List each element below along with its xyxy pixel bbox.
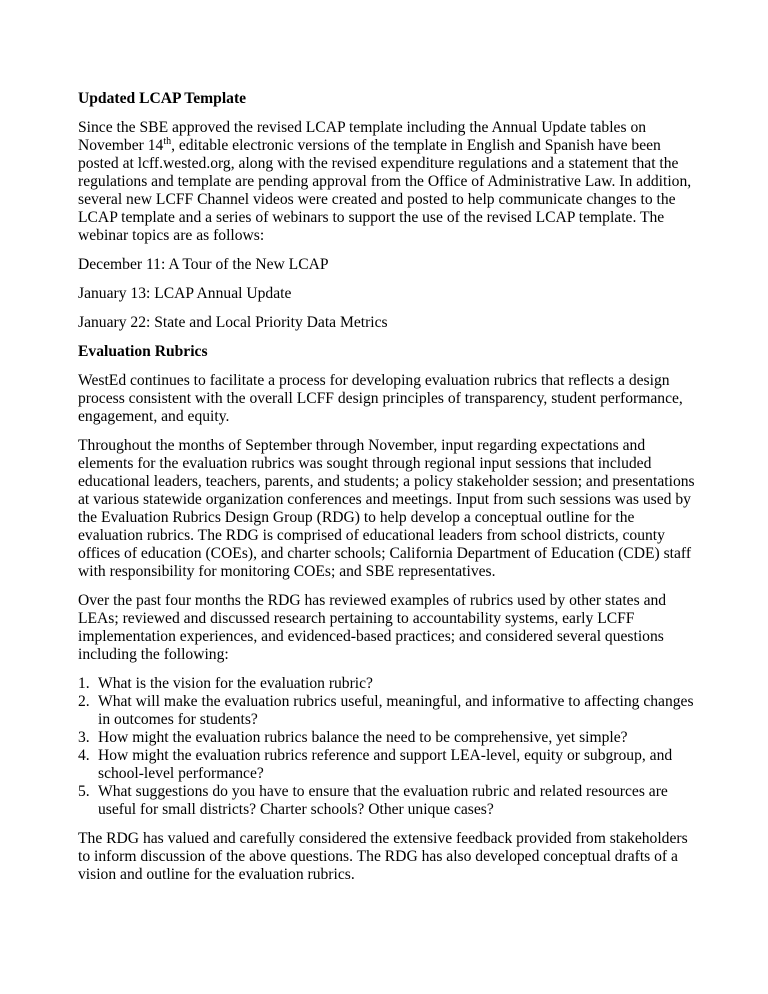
list-item [78,747,698,783]
list-item-number: 3. [78,729,90,746]
list-item-number: 2. [78,693,90,710]
list-item [78,729,698,747]
list-item-text: How might the evaluation rubrics reference and support LEA-level, equity or subgroup, and school-level performance? [98,747,673,782]
list-item-text: What suggestions do you have to ensure that the evaluation rubric and related resources are useful for small districts? Charter schools? Other unique cases? [98,783,668,818]
webinar-topic: December 11: A Tour of the New LCAP [78,256,329,273]
list-item-text: What will make the evaluation rubrics useful, meaningful, and informative to affecting changes in outcomes for students? [98,693,694,728]
list-item-number: 1. [78,675,90,692]
questions-list [78,675,698,819]
list-item [78,675,698,693]
list-item-text: How might the evaluation rubrics balance the need to be comprehensive, yet simple? [98,729,628,746]
section-heading-lcap: Updated LCAP Template [78,90,247,107]
ordinal-suffix: th [163,135,172,147]
list-item [78,783,698,819]
lcap-intro-paragraph [78,119,698,245]
webinar-topic: January 22: State and Local Priority Data Metrics [78,314,388,331]
section-heading-rubrics: Evaluation Rubrics [78,343,208,360]
rubrics-paragraph-2: Throughout the months of September through November, input regarding expectations and elements for the evaluation rubrics was sought through regional input sessions that included educational leaders, teachers, parents, and students; a policy stakeholder session; and presentations at various statewide organization conferences and meetings. Input from such sessions was used by the Evaluation Rubrics Design Group (RDG) to help develop a conceptual outline for the evaluation rubrics. The RDG is comprised of educational leaders from school districts, county offices of education (COEs), and charter schools; California Department of Education (CDE) staff with responsibility for monitoring COEs; and SBE representatives. [78,437,695,580]
rubrics-paragraph-1: WestEd continues to facilitate a process for developing evaluation rubrics that reflects a design process consistent with the overall LCFF design principles of transparency, student performance, engagement, and equity. [78,372,683,425]
list-item-number: 4. [78,747,90,764]
rubrics-paragraph-4: The RDG has valued and carefully considered the extensive feedback provided from stakeholders to inform discussion of the above questions. The RDG has also developed conceptual drafts of a vision and outline for the evaluation rubrics. [78,830,688,883]
list-item-number: 5. [78,783,90,800]
list-item [78,693,698,729]
lcap-intro-start: Since the SBE approved the revised LCAP template including the Annual Update tables on November 14 [78,119,647,154]
lcap-intro-rest: , editable electronic versions of the template in English and Spanish have been posted at lcff.wested.org, along with the revised expenditure regulations and a statement that the regulations and template are pending approval from the Office of Administrative Law. In addition, several new LCFF Channel videos were created and posted to help communicate changes to the LCAP template and a series of webinars to support the use of the revised LCAP template. The webinar topics are as follows: [78,137,692,244]
webinar-topic: January 13: LCAP Annual Update [78,285,292,302]
list-item-text: What is the vision for the evaluation rubric? [98,675,373,692]
rubrics-paragraph-3: Over the past four months the RDG has reviewed examples of rubrics used by other states and LEAs; reviewed and discussed research pertaining to accountability systems, early LCFF implementation experiences, and evidenced-based practices; and considered several questions including the following: [78,592,667,663]
